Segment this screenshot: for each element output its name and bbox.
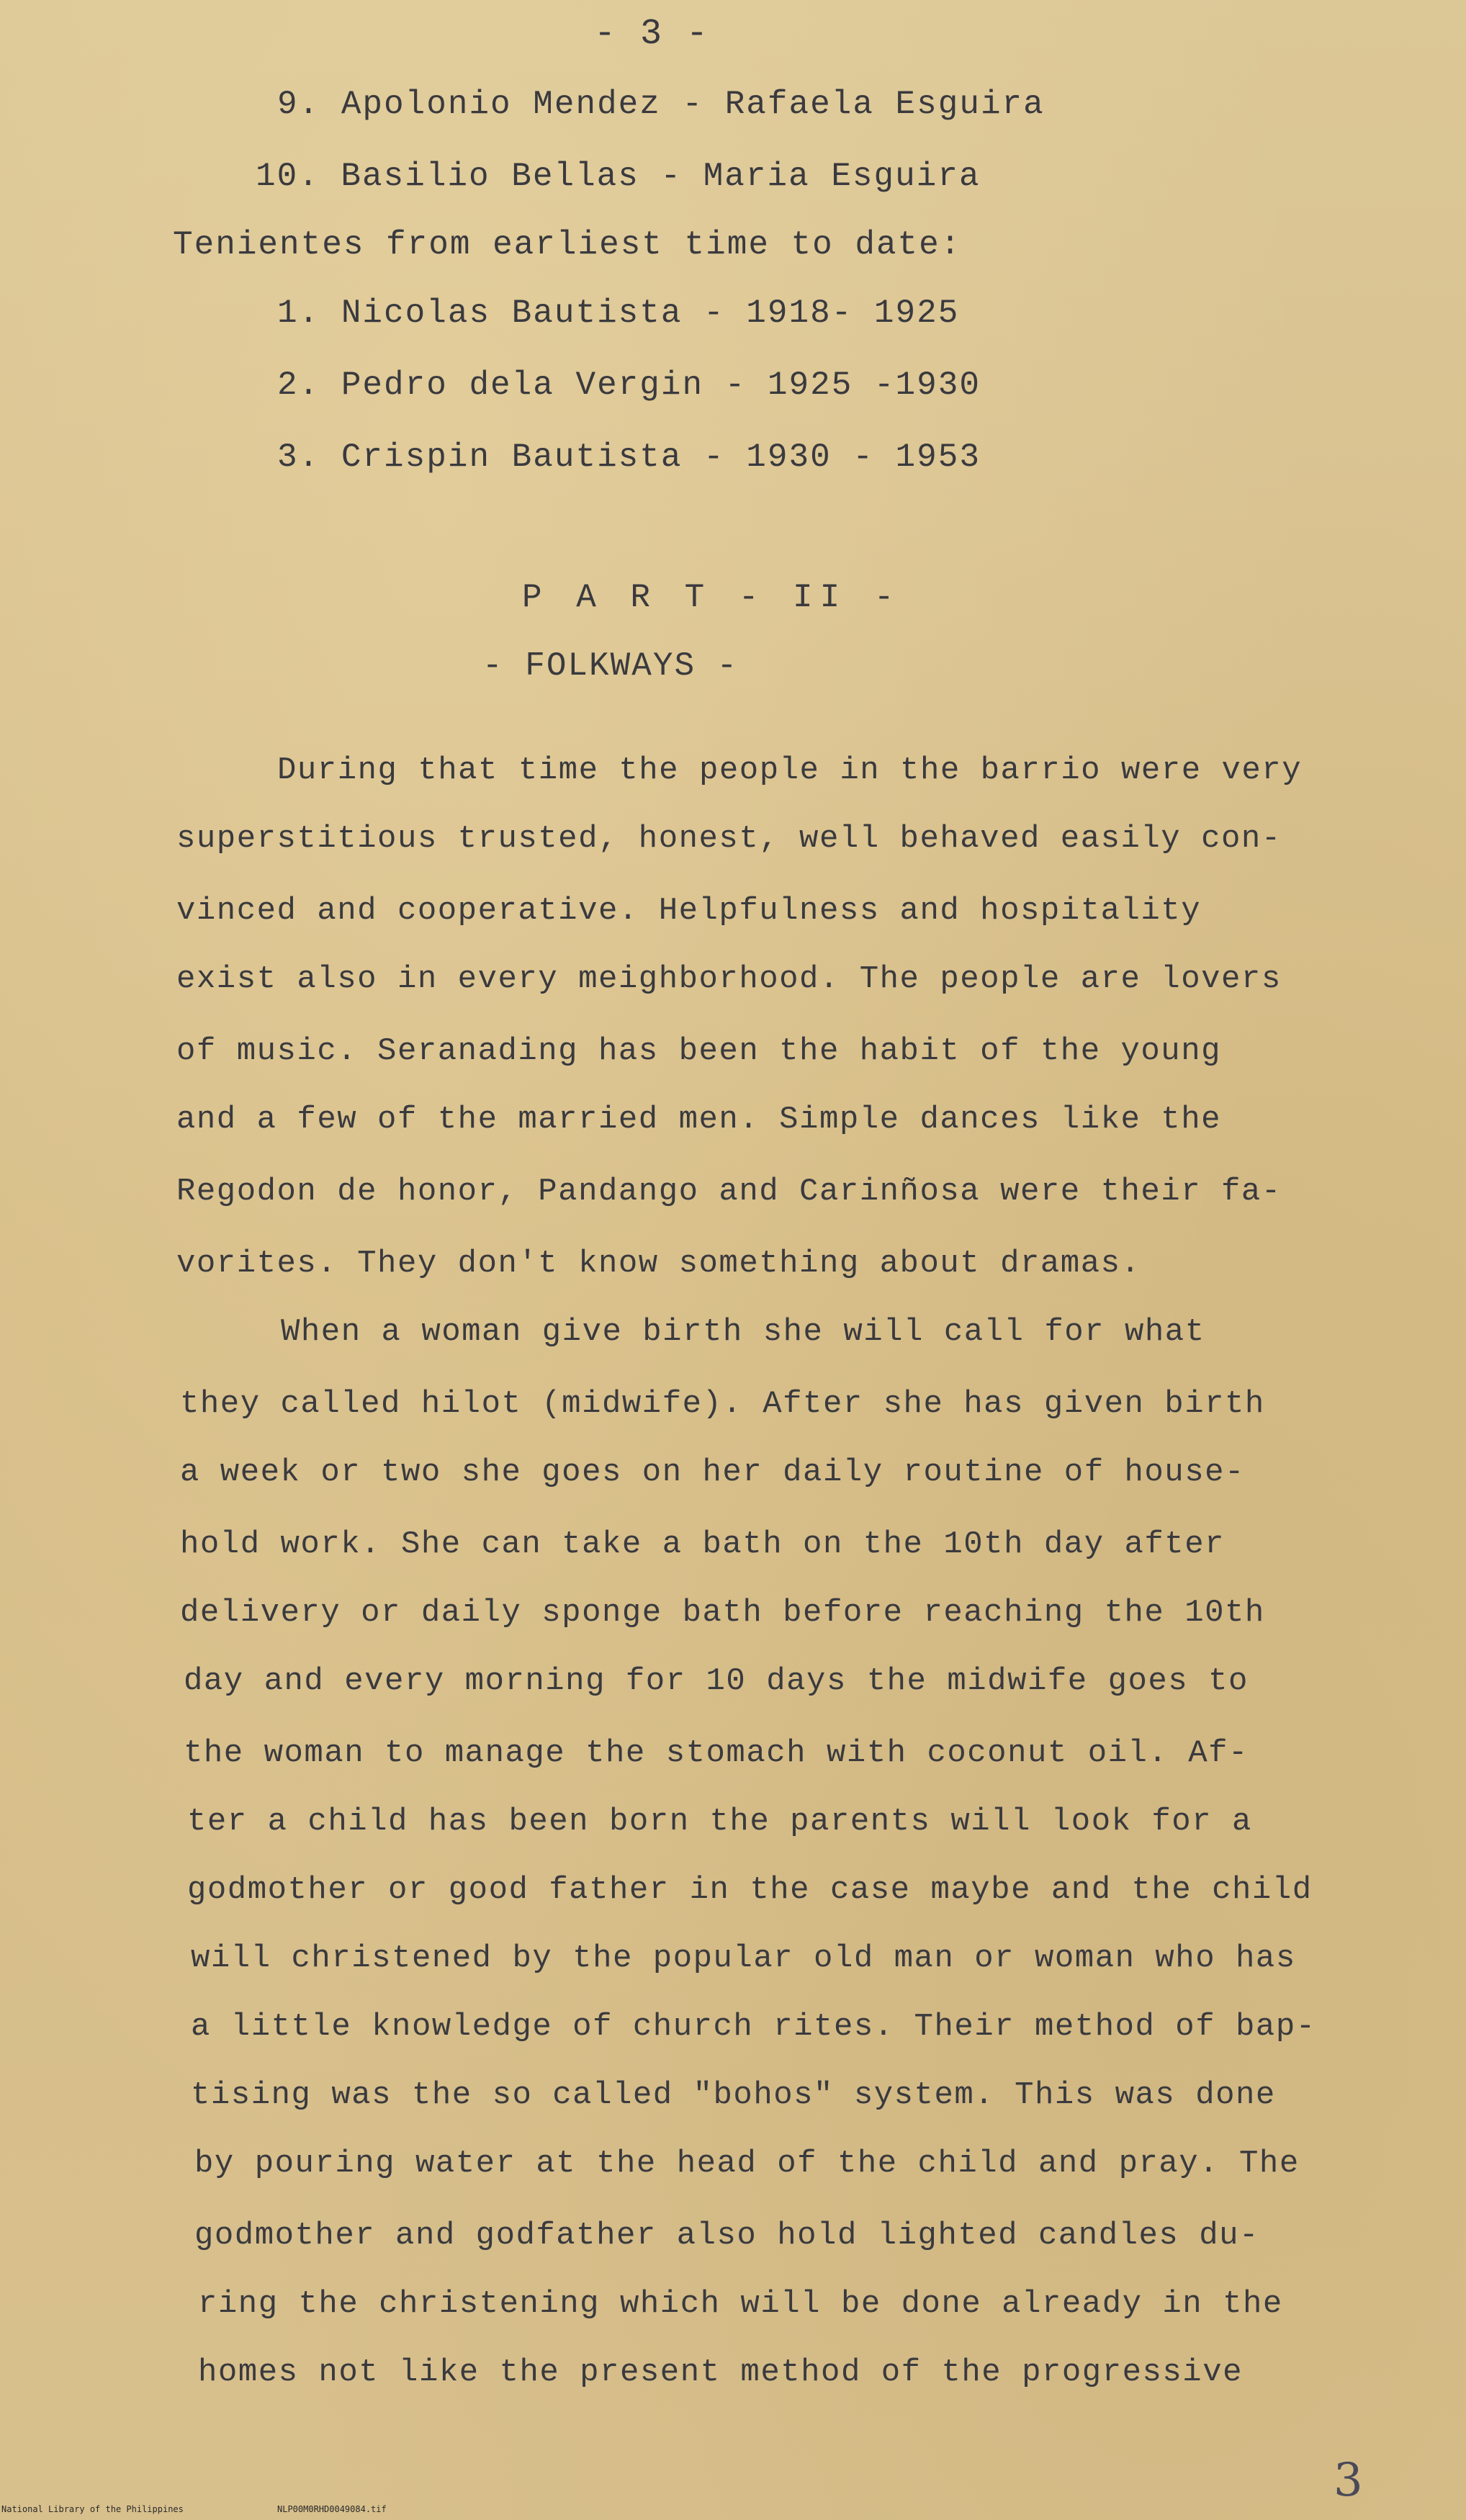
footer-filename: NLP00M0RHD0049084.tif: [277, 2504, 387, 2514]
paragraph-line: During that time the people in the barrio were very: [277, 752, 1303, 788]
part-heading: P A R T - II -: [522, 579, 901, 616]
paragraph-line: godmother or good father in the case maybe and the child: [187, 1872, 1313, 1908]
paragraph-line: the woman to manage the stomach with coconut oil. Af-: [184, 1735, 1249, 1771]
paragraph-line: When a woman give birth she will call for what: [281, 1314, 1205, 1350]
paragraph-line: a little knowledge of church rites. Their method of bap-: [191, 2009, 1316, 2045]
page-number: - 3 -: [594, 14, 710, 55]
paragraph-line: homes not like the present method of the progressive: [198, 2354, 1244, 2390]
paragraph-line: vorites. They don't know something about dramas.: [176, 1246, 1141, 1282]
paragraph-line: delivery or daily sponge bath before reaching the 10th: [180, 1595, 1265, 1631]
paragraph-line: of music. Seranading has been the habit of the young: [176, 1033, 1222, 1069]
paragraph-line: and a few of the married men. Simple dances like the: [176, 1102, 1222, 1138]
teniente-item: 1. Nicolas Bautista - 1918- 1925: [277, 294, 960, 332]
paragraph-line: superstitious trusted, honest, well behaved easily con-: [176, 821, 1282, 857]
paragraph-line: day and every morning for 10 days the midwife goes to: [184, 1663, 1249, 1699]
paragraph-line: by pouring water at the head of the child and pray. The: [194, 2146, 1300, 2182]
footer-source: National Library of the Philippines: [1, 2504, 184, 2514]
handwritten-page-mark: 3: [1334, 2454, 1363, 2507]
paragraph-line: vinced and cooperative. Helpfulness and hospitality: [176, 893, 1202, 929]
paragraph-line: tising was the so called "bohos" system. This was done: [191, 2077, 1276, 2113]
paragraph-line: will christened by the popular old man or woman who has: [191, 1940, 1296, 1976]
list-item: 10. Basilio Bellas - Maria Esguira: [256, 158, 981, 195]
paragraph-line: exist also in every meighborhood. The people are lovers: [176, 961, 1282, 997]
paragraph-line: ring the christening which will be done already in the: [198, 2286, 1283, 2322]
paragraph-line: Regodon de honor, Pandango and Carinñosa were their fa-: [176, 1174, 1282, 1210]
paragraph-line: a week or two she goes on her daily routine of house-: [180, 1454, 1245, 1490]
teniente-item: 2. Pedro dela Vergin - 1925 -1930: [277, 366, 981, 404]
teniente-item: 3. Crispin Bautista - 1930 - 1953: [277, 438, 981, 476]
tenientes-heading: Tenientes from earliest time to date:: [173, 226, 962, 264]
paragraph-line: godmother and godfather also hold lighted candles du-: [194, 2218, 1259, 2254]
paragraph-line: ter a child has been born the parents will look for a: [187, 1804, 1252, 1840]
section-heading: - FOLKWAYS -: [482, 647, 739, 685]
paragraph-line: hold work. She can take a bath on the 10th day after: [180, 1526, 1226, 1562]
paragraph-line: they called hilot (midwife). After she has given birth: [180, 1386, 1265, 1422]
list-item: 9. Apolonio Mendez - Rafaela Esguira: [277, 86, 1045, 123]
